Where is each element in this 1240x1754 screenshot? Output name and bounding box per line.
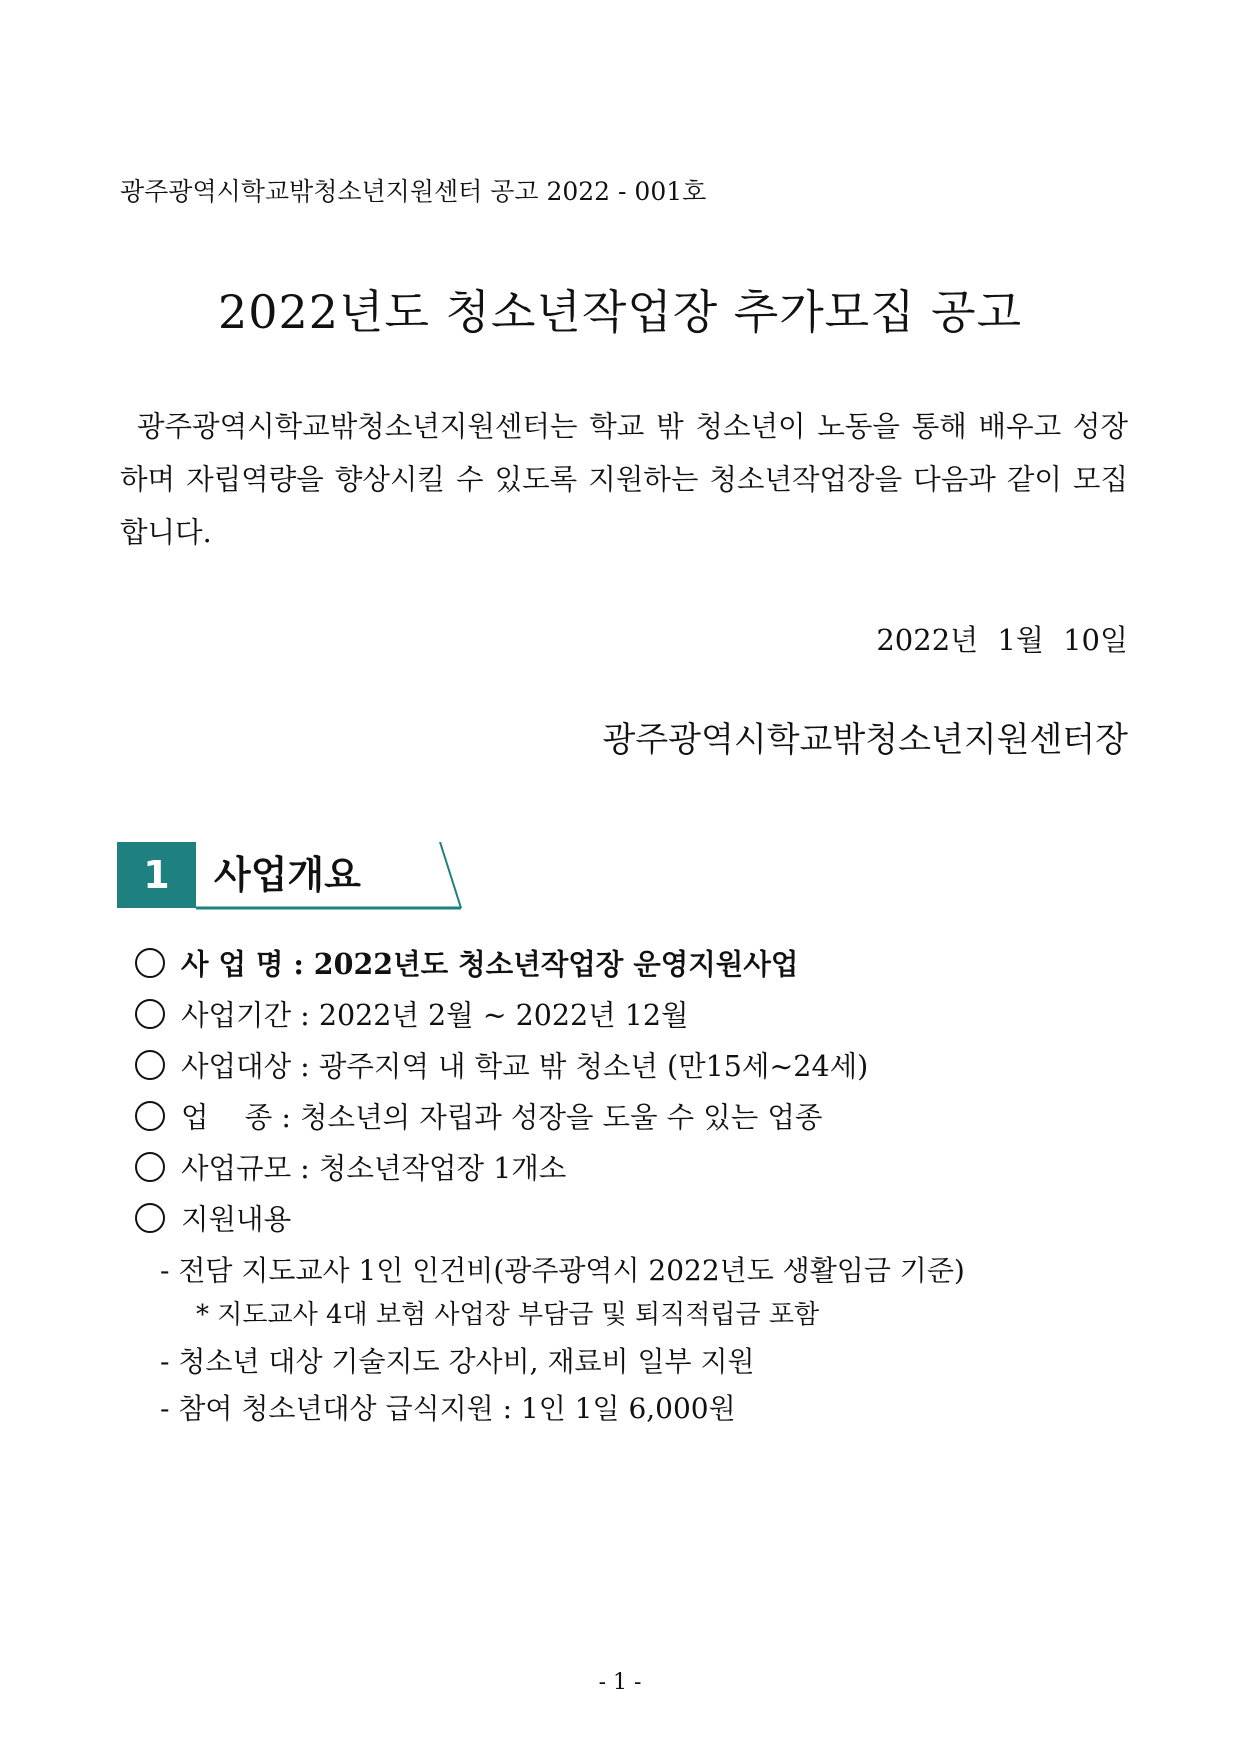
list-item-business-name [135,942,798,983]
section-title: 사업개요 [214,853,361,897]
document-title: 2022년도 청소년작업장 추가모집 공고 [217,285,1023,339]
support-item: - 청소년 대상 기술지도 강사비, 재료비 일부 지원 [160,1345,755,1378]
list-item-business-period [135,993,689,1034]
list-item-text: 사업기간 : 2022년 2월 ~ 2022년 12월 [181,999,689,1032]
support-item: - 전담 지도교사 1인 인건비(광주광역시 2022년도 생활임금 기준) [160,1254,965,1287]
circle-bullet-icon [135,948,165,978]
list-item-target [135,1044,868,1085]
notice-number: 광주광역시학교밖청소년지원센터 공고 2022 - 001호 [120,177,707,206]
intro-paragraph: 광주광역시학교밖청소년지원센터는 학교 밖 청소년이 노동을 통해 배우고 성장하며 자립역량을 향상시킬 수 있도록 지원하는 청소년작업장을 다음과 같이 모집합니다. [120,410,1128,549]
list-item-industry [135,1095,822,1136]
list-item-text: 업 종 : 청소년의 자립과 성장을 도울 수 있는 업종 [181,1101,823,1134]
section-header [117,842,462,910]
list-item-text: 지원내용 [181,1203,292,1236]
list-item-support [135,1197,291,1238]
circle-bullet-icon [135,1152,165,1182]
section-number: 1 [143,853,170,897]
list-item-text: 사 업 명 : 2022년도 청소년작업장 운영지원사업 [181,947,799,981]
circle-bullet-icon [135,1050,165,1080]
support-item: - 참여 청소년대상 급식지원 : 1인 1일 6,000원 [160,1392,736,1425]
list-item-scale [135,1146,566,1187]
page-number: - 1 - [598,1670,642,1695]
list-item-text: 사업대상 : 광주지역 내 학교 밖 청소년 (만15세∼24세) [181,1050,869,1083]
circle-bullet-icon [135,1101,165,1131]
issuer-name: 광주광역시학교밖청소년지원센터장 [602,720,1128,760]
notice-date: 2022년 1월 10일 [876,623,1128,657]
support-note: * 지도교사 4대 보험 사업장 부담금 및 퇴직적립금 포함 [196,1300,820,1330]
circle-bullet-icon [135,1203,165,1233]
circle-bullet-icon [135,999,165,1029]
list-item-text: 사업규모 : 청소년작업장 1개소 [181,1152,567,1185]
